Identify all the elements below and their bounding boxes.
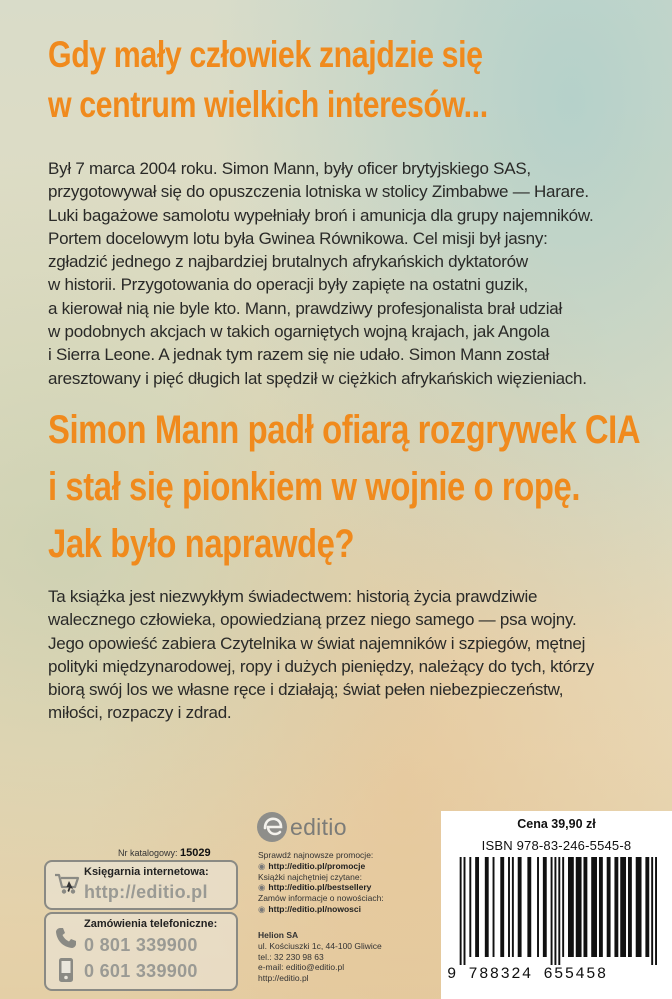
barcode-bar (607, 857, 611, 957)
promo-text: Sprawdź najnowsze promocje: (258, 850, 374, 860)
mobile-phone-icon (57, 957, 75, 988)
headline-middle-line: Simon Mann padł ofiarą rozgrywek CIA (48, 408, 641, 452)
editio-logo-icon (256, 811, 288, 848)
headline-middle-line: i stał się pionkiem w wojnie o ropę. (48, 465, 581, 509)
text-line: w podobnych akcjach w takich ogarniętych wojną krajach, jak Angola (48, 322, 550, 342)
bullet-icon: ◉ (258, 860, 266, 871)
barcode-bar (527, 857, 531, 957)
text-line: Jego opowieść zabiera Czytelnika w świat najemników i szpiegów, mętnej (48, 633, 586, 653)
headline-middle-line: Jak było naprawdę? (48, 522, 355, 566)
barcode-bar (614, 857, 618, 957)
barcode-bar (460, 857, 462, 965)
barcode-bar (591, 857, 597, 957)
barcode-bar (537, 857, 539, 957)
isbn-label: ISBN 978-83-246-5545-8 (481, 838, 632, 853)
text-line: i Sierra Leone. A jednak tym razem się nie udało. Simon Mann został (48, 345, 550, 365)
barcode-bar (568, 857, 574, 957)
text-line: Portem docelowym lotu była Gwinea Równikowa. Cel misji był jasny: (48, 228, 548, 248)
barcode-bar (464, 857, 466, 965)
text-line: walecznego człowieka, opowiedzianą przez niego samego — psa wojny. (48, 610, 577, 630)
barcode-bar (562, 857, 564, 957)
catalog-label: Nr katalogowy: (118, 848, 178, 858)
online-shop-box[interactable] (44, 860, 238, 910)
text-line: w historii. Przygotowania do operacji były zapięte na ostatni guzik, (48, 275, 529, 295)
text-line: Był 7 marca 2004 roku. Simon Mann, były oficer brytyjskiego SAS, (48, 159, 531, 178)
barcode-bar (469, 857, 471, 957)
story-paragraph (48, 157, 648, 390)
catalog-number (118, 847, 211, 859)
barcode-bar (558, 857, 560, 965)
barcode-bar (512, 857, 514, 957)
barcode-bar (554, 857, 556, 965)
book-description (48, 585, 648, 725)
catalog-value: 15029 (180, 847, 211, 859)
promo-links (258, 850, 438, 915)
bestsellers-link[interactable]: http://editio.pl/bestsellery (268, 882, 372, 893)
promo-text: Książki najchętniej czytane: (258, 871, 362, 882)
barcode-bar (636, 857, 642, 957)
promo-text: Zamów informacje o nowościach: (258, 893, 384, 904)
barcode-bar (576, 857, 582, 957)
barcode-bar (500, 857, 504, 957)
bullet-icon: ◉ (258, 903, 266, 914)
publisher-phone: tel.: 32 230 98 63 (258, 951, 324, 962)
barcode-box (441, 811, 672, 999)
barcode-bar (475, 857, 479, 957)
bullet-icon: ◉ (258, 882, 266, 893)
price-label: Cena 39,90 zł (517, 817, 596, 831)
text-line: miłości, rozpaczy i zdrad. (48, 703, 232, 723)
text-line: a kierował nią nie byle kto. Mann, prawdziwy profesjonalista brał udział (48, 298, 562, 318)
text-line: aresztowany i pięć długich lat spędził w ciężkich afrykańskich więzieniach. (48, 368, 587, 388)
text-line: Luki bagażowe samolotu wypełniały broń i amunicja dla grupy najemników. (48, 205, 594, 225)
barcode-bar (620, 857, 626, 957)
barcode-bar (645, 857, 649, 957)
barcode-bar (628, 857, 632, 957)
headline-middle (48, 402, 640, 573)
publisher-website[interactable]: http://editio.pl (258, 973, 309, 984)
barcode (454, 857, 660, 967)
publisher-name: Helion SA (258, 930, 299, 940)
barcode-bar (551, 857, 553, 965)
text-line: biorą swój los we własne ręce i działają; świat pełen niebezpieczeństw, (48, 680, 564, 700)
phone-order-box (44, 912, 238, 991)
editio-wordmark: editio (290, 814, 347, 840)
text-line: przygotowywał się do opuszczenia lotniska w stolicy Zimbabwe — Harare. (48, 182, 589, 202)
shop-label: Księgarnia internetowa: (84, 866, 209, 878)
headline-top-line: Gdy mały człowiek znajdzie się (48, 34, 483, 75)
shopping-cart-icon (54, 872, 80, 901)
barcode-bar (599, 857, 603, 957)
text-line: polityki międzynarodowej, ropy i dużych pieniędzy, należący do tych, którzy (48, 656, 594, 676)
barcode-bar (508, 857, 510, 957)
phone-number-2[interactable]: 0 601 339900 (84, 961, 198, 981)
publisher-address: ul. Kościuszki 1c, 44-100 Gliwice (258, 940, 382, 951)
publisher-info (258, 930, 438, 984)
barcode-bar (485, 857, 489, 957)
phone-number-1[interactable]: 0 801 339900 (84, 935, 198, 955)
headline-top-line: w centrum wielkich interesów... (48, 84, 488, 125)
shop-url[interactable]: http://editio.pl (84, 882, 208, 902)
phone-label: Zamówienia telefoniczne: (84, 918, 218, 930)
phone-icon (54, 926, 78, 955)
barcode-bar (493, 857, 495, 957)
publisher-email[interactable]: e-mail: editio@editio.pl (258, 962, 345, 973)
text-line: Ta książka jest niezwykłym świadectwem: historią życia prawdziwie (48, 587, 538, 606)
barcode-bar (651, 857, 653, 965)
barcode-bar (518, 857, 522, 957)
barcode-bar (543, 857, 547, 957)
text-line: zgładzić jednego z najbardziej brutalnych afrykańskich dyktatorów (48, 252, 528, 272)
headline-top (48, 30, 488, 130)
barcode-bar (583, 857, 587, 957)
barcode-bar (655, 857, 657, 965)
news-link[interactable]: http://editio.pl/nowosci (268, 903, 361, 914)
ean-digits: 9 788324 655458 (447, 965, 608, 983)
promo-link[interactable]: http://editio.pl/promocje (268, 860, 366, 871)
